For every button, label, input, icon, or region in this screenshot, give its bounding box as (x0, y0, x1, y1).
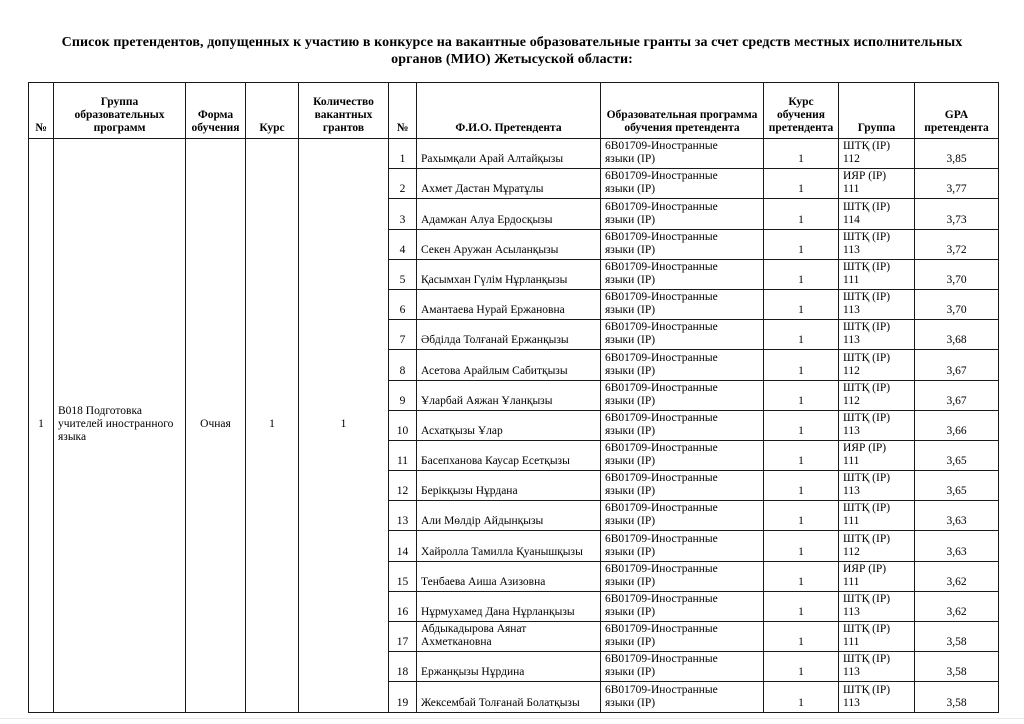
applicant-row (29, 139, 999, 169)
applicant-name: Басепханова Каусар Есетқызы (417, 440, 601, 470)
applicant-program: 6В01709-Иностранные языки (IP) (601, 501, 764, 531)
applicant-course: 1 (764, 320, 839, 350)
applicant-gpa: 3,73 (915, 199, 999, 229)
applicant-gpa: 3,62 (915, 591, 999, 621)
applicant-program: 6В01709-Иностранные языки (IP) (601, 289, 764, 319)
applicant-no: 3 (389, 199, 417, 229)
applicant-name: Ахмет Дастан Мұратұлы (417, 169, 601, 199)
applicant-gpa: 3,58 (915, 652, 999, 682)
applicant-program: 6В01709-Иностранные языки (IP) (601, 682, 764, 712)
group-number: 112 (843, 153, 860, 166)
applicant-course: 1 (764, 289, 839, 319)
applicant-program: 6В01709-Иностранные языки (IP) (601, 561, 764, 591)
applicant-group (839, 561, 915, 591)
applicant-gpa: 3,77 (915, 169, 999, 199)
group-number: 111 (843, 575, 860, 588)
group-label: ШТҚ (IP) (843, 472, 891, 485)
applicant-name: Қасымхан Гүлім Нұрланқызы (417, 259, 601, 289)
applicant-no: 16 (389, 591, 417, 621)
applicant-name: Әбділда Толғанай Ержанқызы (417, 320, 601, 350)
group-number: 112 (843, 394, 860, 407)
applicant-no: 8 (389, 350, 417, 380)
group-number: 113 (843, 424, 860, 437)
applicant-group (839, 169, 915, 199)
applicant-course: 1 (764, 259, 839, 289)
applicant-no: 10 (389, 410, 417, 440)
applicant-program: 6В01709-Иностранные языки (IP) (601, 350, 764, 380)
applicant-name: Асетова Арайлым Сабитқызы (417, 350, 601, 380)
group-label: ШТҚ (IP) (843, 291, 891, 304)
header-row (29, 83, 999, 139)
applicant-course: 1 (764, 471, 839, 501)
applicant-program: 6В01709-Иностранные языки (IP) (601, 440, 764, 470)
applicant-course: 1 (764, 682, 839, 712)
col-header-grants: Количество вакантных грантов (299, 83, 389, 139)
summary-study-form: Очная (186, 139, 246, 713)
summary-grants: 1 (299, 139, 389, 713)
applicant-group (839, 652, 915, 682)
applicant-group (839, 380, 915, 410)
group-number: 114 (843, 213, 860, 226)
col-header-program-group: Группа образовательных программ (54, 83, 186, 139)
applicant-name: Рахымқали Арай Алтайқызы (417, 139, 601, 169)
applicant-course: 1 (764, 380, 839, 410)
applicant-name: Хайролла Тамилла Қуанышқызы (417, 531, 601, 561)
applicant-group (839, 622, 915, 652)
applicant-course: 1 (764, 531, 839, 561)
applicant-course: 1 (764, 350, 839, 380)
group-number: 113 (843, 696, 860, 709)
col-header-no-right: № (389, 83, 417, 139)
applicant-gpa: 3,85 (915, 139, 999, 169)
applicant-course: 1 (764, 139, 839, 169)
applicant-course: 1 (764, 440, 839, 470)
applicant-name: Тенбаева Аиша Азизовна (417, 561, 601, 591)
applicant-program: 6В01709-Иностранные языки (IP) (601, 652, 764, 682)
applicant-gpa: 3,65 (915, 440, 999, 470)
table-header (29, 83, 999, 139)
applicant-gpa: 3,58 (915, 682, 999, 712)
group-label: ШТҚ (IP) (843, 260, 891, 273)
applicant-name: Жексембай Толғанай Болатқызы (417, 682, 601, 712)
applicant-name: Али Мөлдір Айдынқызы (417, 501, 601, 531)
applicant-no: 9 (389, 380, 417, 410)
applicant-program: 6В01709-Иностранные языки (IP) (601, 199, 764, 229)
group-number: 113 (843, 666, 860, 679)
page-edge-artifact (0, 718, 1024, 719)
applicant-gpa: 3,67 (915, 350, 999, 380)
applicant-gpa: 3,63 (915, 501, 999, 531)
applicant-no: 12 (389, 471, 417, 501)
summary-program-group: В018 Подготовка учителей иностранного языка (54, 139, 186, 713)
applicant-course: 1 (764, 410, 839, 440)
applicant-group (839, 229, 915, 259)
applicant-program: 6В01709-Иностранные языки (IP) (601, 229, 764, 259)
group-number: 113 (843, 243, 860, 256)
summary-course: 1 (246, 139, 299, 713)
applicants-table-wrapper (28, 82, 999, 713)
applicant-gpa: 3,62 (915, 561, 999, 591)
applicant-group (839, 410, 915, 440)
group-number: 112 (843, 545, 860, 558)
group-number: 113 (843, 334, 860, 347)
group-label: ИЯР (IP) (843, 170, 887, 183)
applicant-no: 14 (389, 531, 417, 561)
applicant-group (839, 350, 915, 380)
col-header-fio: Ф.И.О. Претендента (417, 83, 601, 139)
col-header-no-left: № (29, 83, 54, 139)
applicant-no: 19 (389, 682, 417, 712)
applicant-gpa: 3,72 (915, 229, 999, 259)
applicant-group (839, 440, 915, 470)
applicant-program: 6В01709-Иностранные языки (IP) (601, 471, 764, 501)
applicant-course: 1 (764, 622, 839, 652)
group-label: ШТҚ (IP) (843, 321, 891, 334)
applicant-no: 13 (389, 501, 417, 531)
applicant-no: 1 (389, 139, 417, 169)
group-label: ШТҚ (IP) (843, 351, 891, 364)
applicant-gpa: 3,67 (915, 380, 999, 410)
applicant-no: 6 (389, 289, 417, 319)
col-header-gpa: GPA претендента (915, 83, 999, 139)
applicant-course: 1 (764, 652, 839, 682)
applicant-group (839, 320, 915, 350)
applicant-no: 7 (389, 320, 417, 350)
group-label: ШТҚ (IP) (843, 502, 891, 515)
group-label: ШТҚ (IP) (843, 230, 891, 243)
group-label: ШТҚ (IP) (843, 593, 891, 605)
applicant-program: 6В01709-Иностранные языки (IP) (601, 410, 764, 440)
group-number: 111 (843, 515, 860, 528)
applicant-name: Нұрмухамед Дана Нұрланқызы (417, 591, 601, 621)
applicant-gpa: 3,70 (915, 289, 999, 319)
col-header-study-form: Форма обучения (186, 83, 246, 139)
applicant-name: Ержанқызы Нұрдина (417, 652, 601, 682)
group-label: ИЯР (IP) (843, 562, 887, 575)
col-header-course: Курс (246, 83, 299, 139)
applicant-name: Адамжан Алуа Ердосқызы (417, 199, 601, 229)
applicant-gpa: 3,58 (915, 622, 999, 652)
applicant-group (839, 289, 915, 319)
applicant-group (839, 591, 915, 621)
group-label: ШТҚ (IP) (843, 653, 891, 666)
applicant-gpa: 3,68 (915, 320, 999, 350)
applicant-course: 1 (764, 199, 839, 229)
applicants-table (28, 82, 999, 713)
applicant-no: 4 (389, 229, 417, 259)
applicant-no: 2 (389, 169, 417, 199)
applicant-group (839, 531, 915, 561)
group-number: 113 (843, 304, 860, 317)
applicant-program: 6В01709-Иностранные языки (IP) (601, 259, 764, 289)
applicant-course: 1 (764, 229, 839, 259)
applicant-name: Асхатқызы Ұлар (417, 410, 601, 440)
applicant-program: 6В01709-Иностранные языки (IP) (601, 591, 764, 621)
group-label: ШТҚ (IP) (843, 200, 891, 213)
applicant-program: 6В01709-Иностранные языки (IP) (601, 380, 764, 410)
applicant-name: Амантаева Нурай Ержановна (417, 289, 601, 319)
applicant-gpa: 3,63 (915, 531, 999, 561)
group-number: 111 (843, 273, 860, 286)
applicant-no: 5 (389, 259, 417, 289)
applicant-group (839, 139, 915, 169)
applicant-group (839, 259, 915, 289)
col-header-applicant-course: Курс обучения претендента (764, 83, 839, 139)
col-header-edu-program: Образовательная программа обучения претендента (601, 83, 764, 139)
applicant-course: 1 (764, 561, 839, 591)
applicant-gpa: 3,70 (915, 259, 999, 289)
applicants-body (29, 139, 999, 713)
summary-no: 1 (29, 139, 54, 713)
applicant-group (839, 682, 915, 712)
page-title: Список претендентов, допущенных к участию в конкурсе на вакантные образовательные гранты за счет средств местных исполнительных органов (МИО) Жетысуской области: (61, 35, 963, 67)
group-label: ИЯР (IP) (843, 442, 887, 455)
group-number: 111 (843, 636, 860, 649)
group-label: ШТҚ (IP) (843, 532, 891, 545)
applicant-program: 6В01709-Иностранные языки (IP) (601, 531, 764, 561)
applicant-name: Ұларбай Аяжан Ұланқызы (417, 380, 601, 410)
applicant-no: 17 (389, 622, 417, 652)
applicant-name: Секен Аружан Асыланқызы (417, 229, 601, 259)
applicant-program: 6В01709-Иностранные языки (IP) (601, 169, 764, 199)
applicant-course: 1 (764, 591, 839, 621)
applicant-program: 6В01709-Иностранные языки (IP) (601, 320, 764, 350)
applicant-program: 6В01709-Иностранные языки (IP) (601, 139, 764, 169)
group-label: ШТҚ (IP) (843, 683, 891, 696)
group-label: ШТҚ (IP) (843, 411, 891, 424)
applicant-group (839, 199, 915, 229)
col-header-group: Группа (839, 83, 915, 139)
group-label: ШТҚ (IP) (843, 623, 891, 636)
applicant-gpa: 3,66 (915, 410, 999, 440)
applicant-course: 1 (764, 501, 839, 531)
applicant-no: 11 (389, 440, 417, 470)
group-label: ШТҚ (IP) (843, 140, 891, 153)
applicant-name: Берікқызы Нұрдана (417, 471, 601, 501)
applicant-course: 1 (764, 169, 839, 199)
applicant-program: 6В01709-Иностранные языки (IP) (601, 622, 764, 652)
group-label: ШТҚ (IP) (843, 381, 891, 394)
applicant-no: 18 (389, 652, 417, 682)
applicant-group (839, 501, 915, 531)
group-number: 113 (843, 485, 860, 498)
group-number: 113 (843, 606, 860, 618)
group-number: 111 (843, 183, 860, 196)
applicant-group (839, 471, 915, 501)
applicant-name: Абдыкадырова Аянат Ахметкановна (417, 622, 601, 652)
applicant-no: 15 (389, 561, 417, 591)
group-number: 112 (843, 364, 860, 377)
group-number: 111 (843, 455, 860, 468)
applicant-gpa: 3,65 (915, 471, 999, 501)
